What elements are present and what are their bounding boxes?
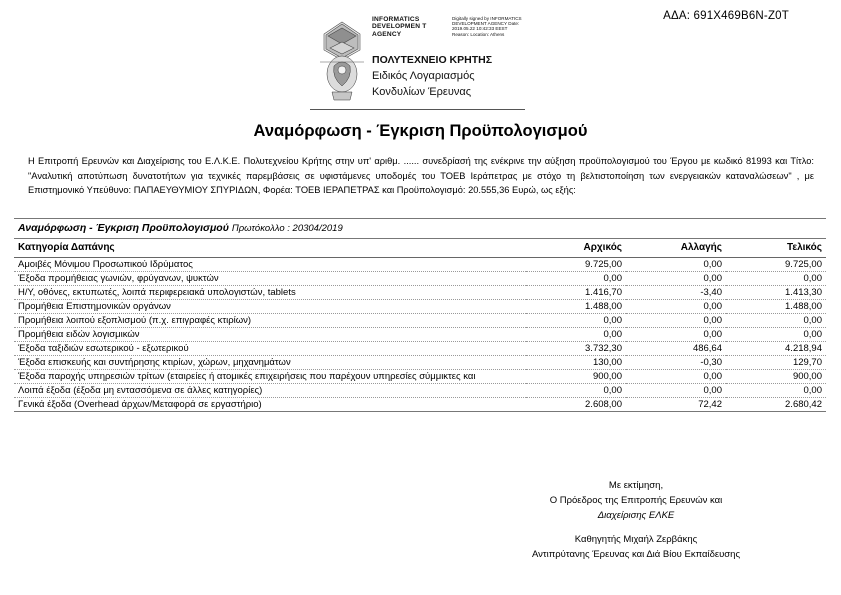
table-cell: Προμήθεια λοιπού εξοπλισμού (π.χ. επιγραφές κτιρίων) [14,314,526,328]
table-cell: 0,00 [626,272,726,286]
table-cell: 129,70 [726,356,826,370]
table-row [14,370,826,384]
table-cell: Προμήθεια Επιστημονικών οργάνων [14,300,526,314]
signature-block [471,478,801,523]
column-header-initial: Αρχικός [526,239,626,258]
table-cell: 0,00 [726,384,826,398]
table-cell: 0,00 [626,300,726,314]
table-cell: 4.218,94 [726,342,826,356]
table-cell: 0,00 [626,314,726,328]
idea-signature-en: Digitally signed by INFORMATICS DEVELOPMENT AGENCY Date: 2019.05.22 10:42:33 EEST Reason: Location: Athens [452,16,522,37]
signatory-role: Αντιπρύτανης Έρευνας και Διά Βίου Εκπαίδευσης [531,549,741,560]
table-cell: 900,00 [726,370,826,384]
table-cell: 1.416,70 [526,286,626,300]
table-row [14,272,826,286]
table-cell: 0,00 [726,328,826,342]
table-cell: 2.680,42 [726,398,826,412]
table-cell: 1.413,30 [726,286,826,300]
idea-acronym-gr: INFORMATICS DEVELOPMEN T AGENCY [372,16,427,38]
table-row [14,398,826,412]
table-cell: 0,00 [526,314,626,328]
table-cell: 0,00 [526,328,626,342]
budget-table-caption-title: Αναμόρφωση - Έγκριση Προϋπολογισμού [18,222,229,234]
table-cell: 0,00 [626,384,726,398]
table-cell: Έξοδα επισκευής και συντήρησης κτιρίων, χώρων, μηχανημάτων [14,356,526,370]
budget-table-protocol: Πρωτόκολλο : 20304/2019 [231,223,343,234]
table-header-row [14,239,826,258]
org-subname-2: Κονδυλίων Έρευνας [372,86,472,98]
budget-table [14,239,826,412]
table-cell: Αμοιβές Μόνιμου Προσωπικού Ιδρύματος [14,258,526,272]
table-row [14,258,826,272]
table-cell: 486,64 [626,342,726,356]
table-cell: -0,30 [626,356,726,370]
table-cell: Έξοδα ταξιδιών εσωτερικού - εξωτερικού [14,342,526,356]
budget-table-wrapper [14,218,826,412]
signatory-block [471,532,801,562]
table-row [14,342,826,356]
table-cell: 1.488,00 [526,300,626,314]
page-title: Αναμόρφωση - Έγκριση Προϋπολογισμού [253,122,588,140]
table-cell: -3,40 [626,286,726,300]
table-cell: Έξοδα παροχής υπηρεσιών τρίτων (εταιρείες ή ατομικές επιχειρήσεις που παρέχουν υπηρεσίες σύμμικτες και [14,370,526,384]
table-cell: Γενικά έξοδα (Overhead άρχων/Μεταφορά σε εργαστήριο) [14,398,526,412]
table-cell: 0,00 [526,384,626,398]
table-cell: 0,00 [726,314,826,328]
column-header-final: Τελικός [726,239,826,258]
table-cell: 900,00 [526,370,626,384]
table-cell: Έξοδα προμήθειας γωνιών, φρύγανων, ψυκτών [14,272,526,286]
table-cell: 0,00 [726,272,826,286]
column-header-category: Κατηγορία Δαπάνης [14,239,526,258]
table-cell: 9.725,00 [526,258,626,272]
org-name: ΠΟΛΥΤΕΧΝΕΙΟ ΚΡΗΤΗΣ [372,54,492,66]
signature-line-1: Με εκτίμηση, [608,480,664,491]
table-row [14,286,826,300]
table-cell: 0,00 [626,370,726,384]
org-subname-1: Ειδικός Λογαριασμός [372,70,475,82]
table-cell: 9.725,00 [726,258,826,272]
ada-number: ΑΔΑ: 691Χ469Β6Ν-Ζ0Τ [663,10,789,22]
table-cell: Λοιπά έξοδα (έξοδα μη εντασσόμενα σε άλλες κατηγορίες) [14,384,526,398]
signature-line-2: Ο Πρόεδρος της Επιτροπής Ερευνών και [549,495,723,506]
table-cell: Η/Υ, οθόνες, εκτυπωτές, λοιπά περιφερειακά υπολογιστών, tablets [14,286,526,300]
signatory-name: Καθηγητής Μιχαήλ Ζερβάκης [574,534,698,545]
budget-table-caption [14,218,826,239]
letterhead [310,14,525,109]
table-cell: 0,00 [526,272,626,286]
column-header-changes: Αλλαγής [626,239,726,258]
table-row [14,314,826,328]
intro-paragraph: Η Επιτροπή Ερευνών και Διαχείρισης του Ε.Λ.Κ.Ε. Πολυτεχνείου Κρήτης στην υπ' αριθμ. ...... συνεδρίασή της ενέκρινε την αύξηση προϋπολογισμού του Έργου με κωδικό 81993 και Τίτλο: "Αναλυτική αποτύπωση δυνατοτήτων για τεχνικές παρεμβάσεις σε υφιστάμενες υποδομές του ΤΟΕΒ Ιεράπετρας με στόχο τη βελτιστοποίηση των ενεργειακών καταναλώσεων" , με Επιστημονικό Υπεύθυνο: ΠΑΠΑΕΥΘΥΜΙΟΥ ΣΠΥΡΙΔΩΝ, Φορέα: ΤΟΕΒ ΙΕΡΑΠΕΤΡΑΣ και Προϋπολογισμό: 20.555,36 Ευρώ, ως εξής: [28,156,814,195]
table-cell: 3.732,30 [526,342,626,356]
table-cell: 0,00 [626,328,726,342]
table-row [14,384,826,398]
table-cell: 72,42 [626,398,726,412]
table-cell: Προμήθεια ειδών λογισμικών [14,328,526,342]
table-row [14,356,826,370]
table-cell: 130,00 [526,356,626,370]
signature-line-3: Διαχείρισης ΕΛΚΕ [597,510,675,521]
letterhead-box [310,14,525,110]
table-row [14,328,826,342]
crest-emblem-icon [314,18,370,104]
table-cell: 0,00 [626,258,726,272]
table-cell: 1.488,00 [726,300,826,314]
table-cell: 2.608,00 [526,398,626,412]
table-row [14,300,826,314]
